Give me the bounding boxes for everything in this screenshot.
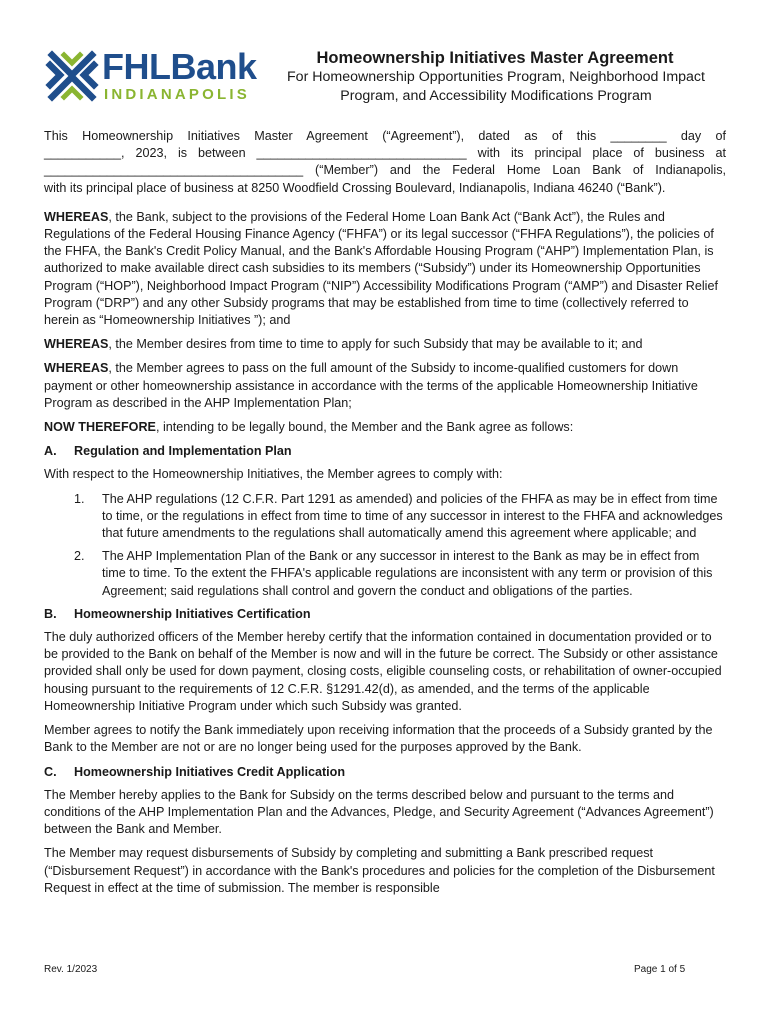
section-c-paragraph-2: The Member may request disbursements of Subsidy by completing and submitting a Bank prescribed request (“Disbursement Request”) in accordance with the Bank's procedures and policies for the completion of the Disbursement Request in effect at the time of submission. The member is responsible: [44, 846, 715, 895]
fhlbank-emblem-icon: [44, 47, 100, 105]
item-text: The AHP Implementation Plan of the Bank or any successor in interest to the Bank as may be in effect from time to time. To the extent the FHFA's applicable regulations are inconsistent with any term or provision of this Agreement; said regulations shall control and govern the conduct and obligations of the parties.: [102, 549, 713, 598]
intro-line-1: This Homeownership Initiatives Master Agreement (“Agreement”), dated as of this ________ day of: [44, 129, 726, 143]
section-b-paragraph-1: The duly authorized officers of the Member hereby certify that the information contained in documentation provided or to be provided to the Bank on behalf of the Member is now and will in the future be correct. The Subsidy or other assistance provided shall only be used for down payment, closing costs, eligible counseling costs, or rehabilitation of owner-occupied housing pursuant to the requirements of 12 C.F.R. §1291.42(d), as amended, and the terms of the applicable Homeownership Initiative Program under which such Subsidy was granted.: [44, 630, 722, 713]
whereas-text: , the Member desires from time to time to apply for such Subsidy that may be available to it; and: [108, 337, 643, 352]
whereas-lead: WHEREAS: [44, 361, 109, 376]
whereas-lead: WHEREAS: [44, 337, 109, 352]
document-body: [44, 128, 726, 904]
section-title: Regulation and Implementation Plan: [74, 444, 292, 459]
intro-paragraph: [44, 128, 726, 197]
section-a-intro: With respect to the Homeownership Initiatives, the Member agrees to comply with:: [44, 467, 503, 482]
intro-line-3: _____________________________________ (“Member”) and the Federal Home Loan Bank of Indianapolis,: [44, 163, 726, 178]
section-c-paragraph-1: The Member hereby applies to the Bank for Subsidy on the terms described below and pursuant to the terms and conditions of the AHP Implementation Plan and the Advances, Pledge, and Security Agreement (“Advances Agreement”) between the Bank and Member.: [44, 787, 714, 837]
document-subtitle: For Homeownership Opportunities Program, Neighborhood Impact Program, and Accessibility Modifications Program: [287, 69, 705, 104]
section-letter: B.: [44, 606, 57, 621]
item-number: 2.: [74, 549, 85, 564]
now-therefore-text: , intending to be legally bound, the Member and the Bank agree as follows:: [155, 420, 574, 435]
section-title: Homeownership Initiatives Credit Application: [74, 764, 346, 779]
logo-wordmark: FHLBank: [102, 46, 257, 87]
document-title: Homeownership Initiatives Master Agreement: [316, 49, 674, 67]
revision-label: Rev. 1/2023: [44, 964, 98, 975]
section-letter: C.: [44, 764, 57, 779]
intro-line-2: ___________, 2023, is between ______________________________ with its principal place of business at: [44, 146, 726, 161]
whereas-text: , the Member agrees to pass on the full amount of the Subsidy to income-qualified customers for down payment or other homeownership assistance in accordance with the terms of the applicable Homeownership Initiative Program as described in the AHP Implementation Plan;: [44, 361, 698, 410]
section-letter: A.: [44, 444, 57, 459]
fhlbank-logo: [44, 47, 260, 105]
whereas-text: , the Bank, subject to the provisions of the Federal Home Loan Bank Act (“Bank Act”), the Rules and Regulations of the Federal Housing Finance Agency (“FHFA”) or its legal successor (“FHFA Regulations”), the policies of the FHFA, the Bank's Credit Policy Manual, and the Bank's Affordable Housing Program (“AHP”) Implementation Plan, is authorized to make available direct cash subsidies to its members (“Subsidy”) under its Homeownership Opportunities Program (“HOP”), Neighborhood Impact Program (“NIP”) Accessibility Modifications Program (“AMP”) and Disaster Relief Program (“DRP”) and any other Subsidy programs that may be established from time to time (collectively referred to herein as “Homeownership Initiatives ”); and: [44, 209, 718, 328]
section-a-heading: [44, 443, 726, 460]
section-title: Homeownership Initiatives Certification: [74, 606, 311, 621]
item-number: 1.: [74, 491, 85, 506]
section-c-heading: [44, 764, 726, 781]
item-text: The AHP regulations (12 C.F.R. Part 1291 as amended) and policies of the FHFA as may be in effect from time to time, or the regulations in effect from time to time of any successor in interest to the FHFA and acknowledges that future amendments to the regulations shall automatically amend this agreement where applicable; and: [102, 491, 723, 541]
section-b-heading: [44, 606, 726, 623]
page-number: Page 1 of 5: [634, 964, 686, 975]
intro-line-4: with its principal place of business at 8250 Woodfield Crossing Boulevard, Indianapolis, Indiana 46240 (“Bank”).: [44, 180, 666, 195]
whereas-paragraph-3: [44, 360, 726, 412]
whereas-paragraph-2: [44, 336, 726, 353]
section-b-paragraph-2: Member agrees to notify the Bank immediately upon receiving information that the proceeds of a Subsidy granted by the Bank to the Member are not or are no longer being used for the purposes approved by the Bank.: [44, 723, 713, 755]
section-a-item-1: [74, 491, 726, 543]
now-therefore-paragraph: [44, 419, 726, 436]
whereas-lead: WHEREAS: [44, 209, 109, 224]
whereas-paragraph-1: [44, 209, 726, 329]
section-a-item-2: [74, 548, 726, 600]
logo-city: INDIANAPOLIS: [104, 86, 250, 103]
now-therefore-lead: NOW THEREFORE: [44, 420, 156, 435]
